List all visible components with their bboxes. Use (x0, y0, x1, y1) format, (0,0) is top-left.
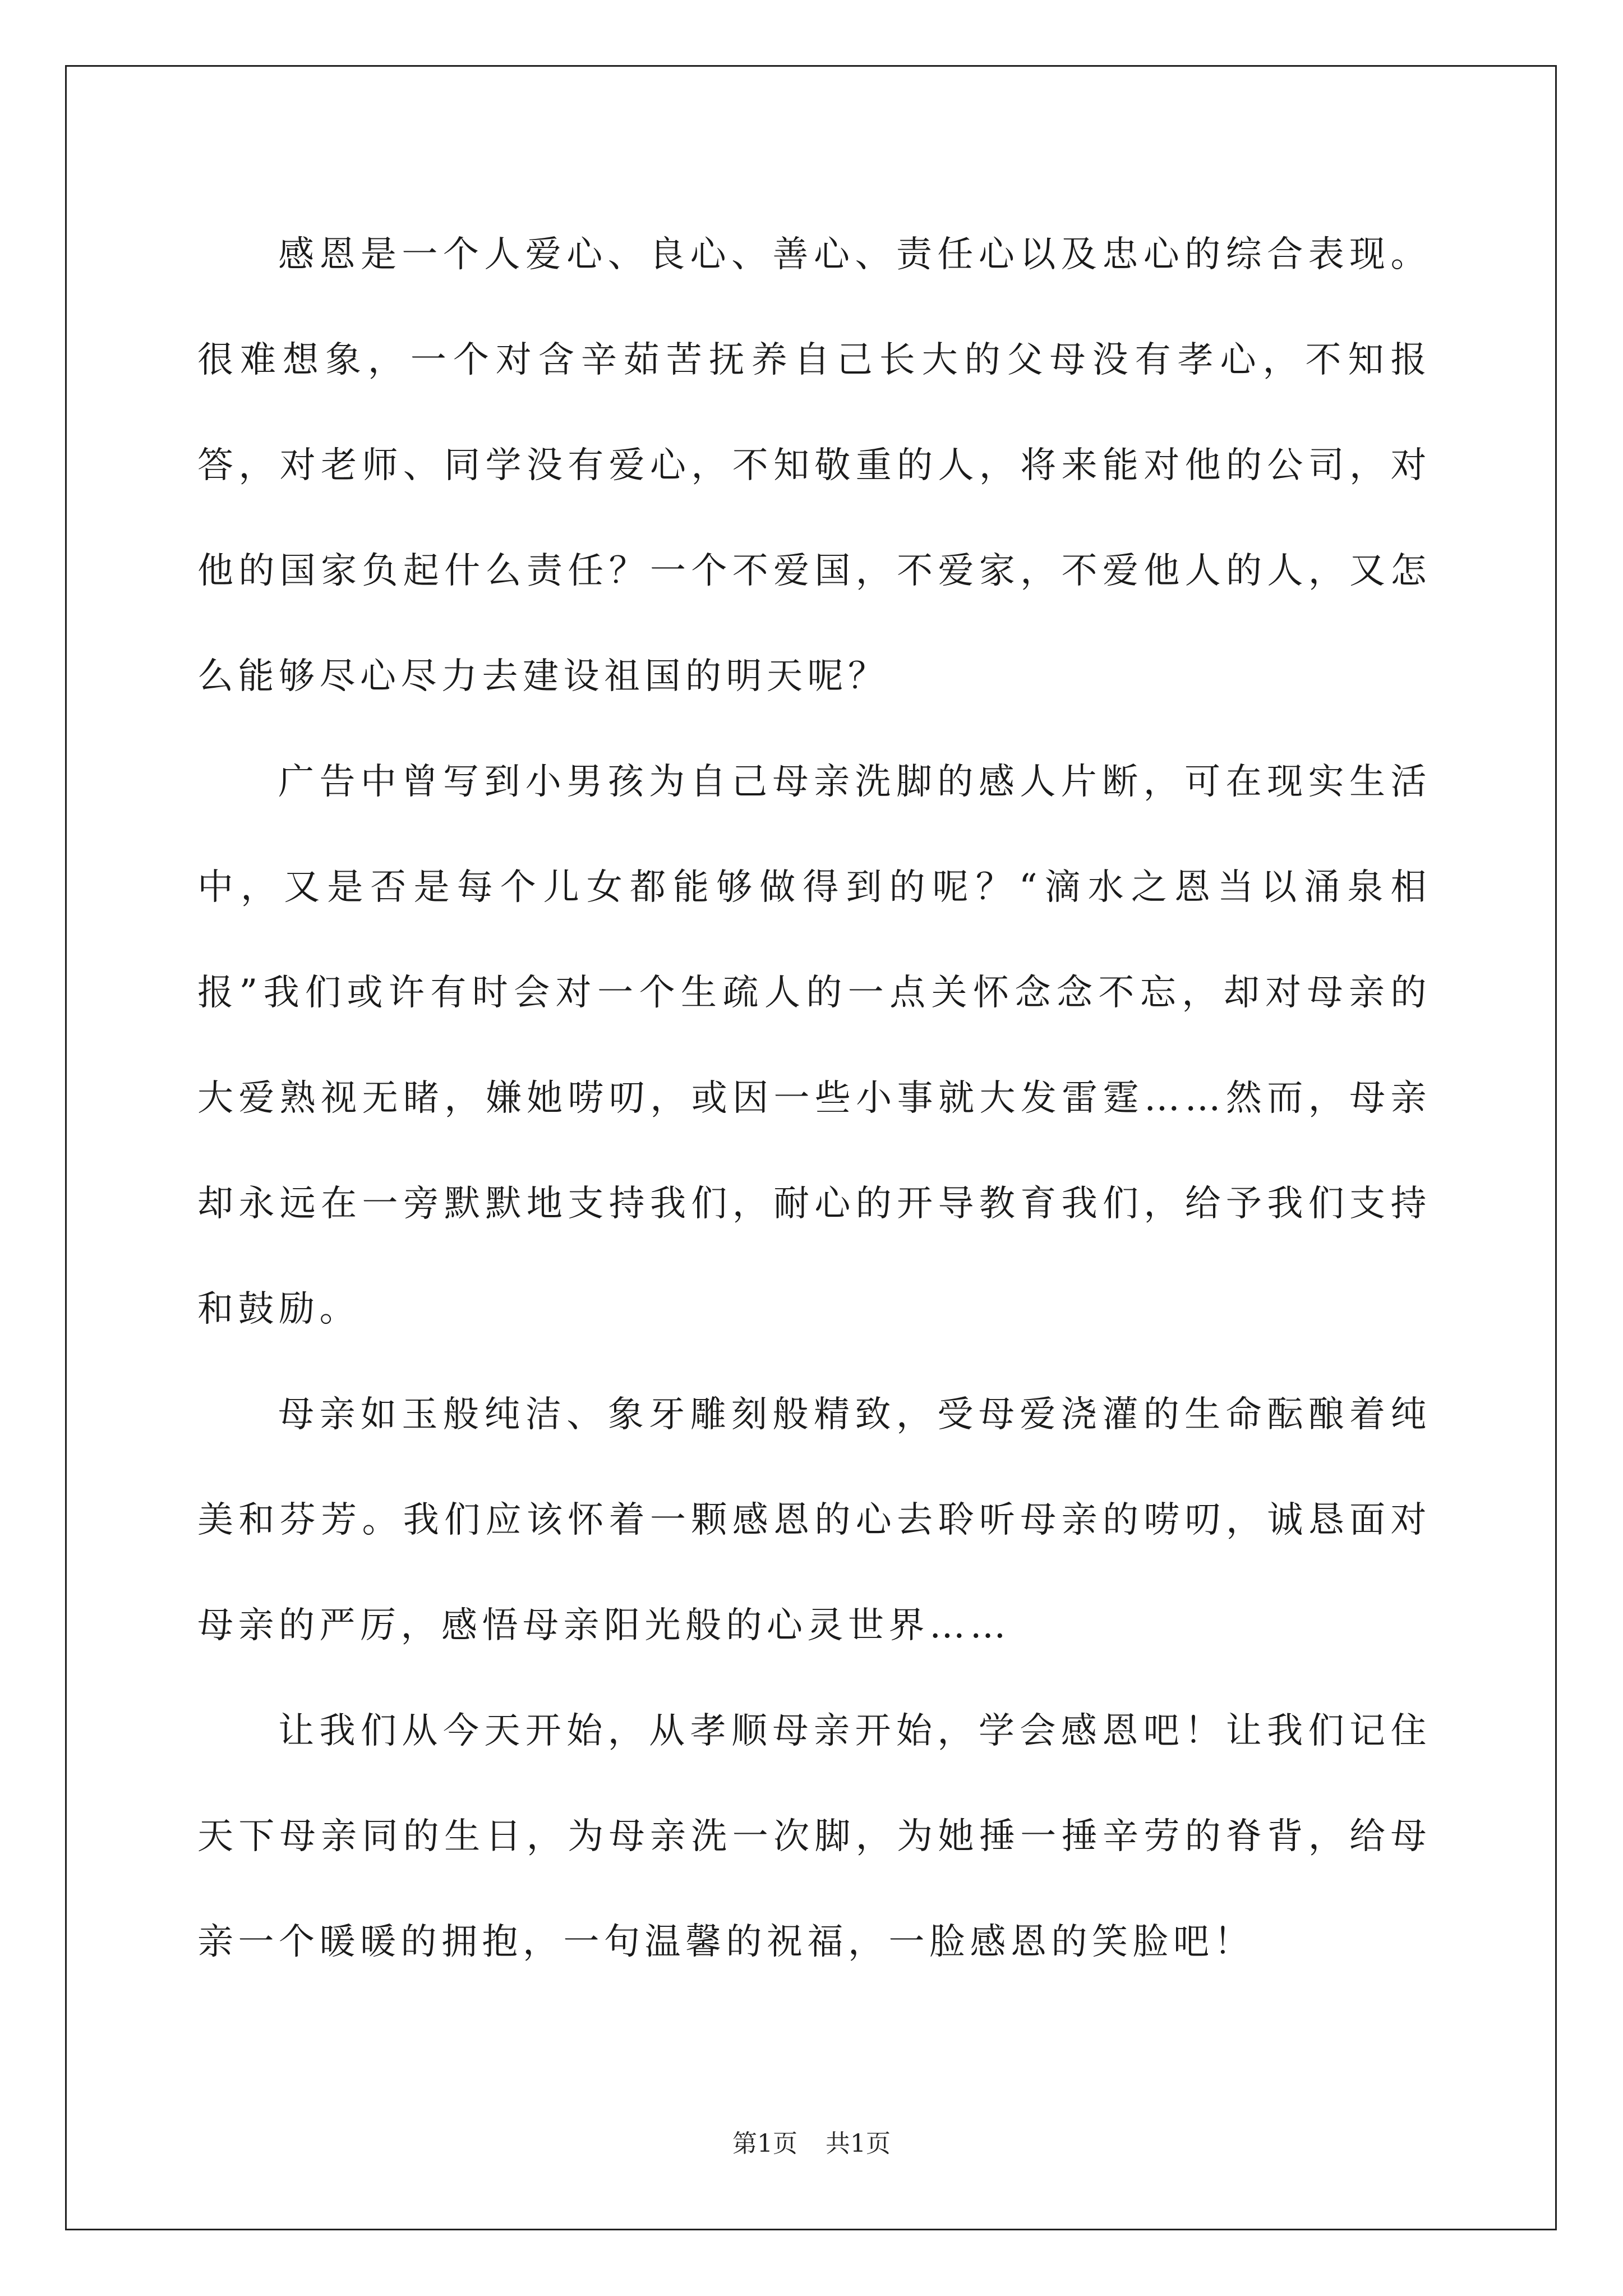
paragraph-3: 母亲如玉般纯洁、象牙雕刻般精致，受母爱浇灌的生命酝酿着纯美和芬芳。我们应该怀着一颗感恩的心去聆听母亲的唠叨，诚恳面对母亲的严厉，感悟母亲阳光般的心灵世界…… (197, 1394, 1431, 1646)
paragraph-1: 感恩是一个人爱心、良心、善心、责任心以及忠心的综合表现。很难想象，一个对含辛茹苦抚养自己长大的父母没有孝心，不知报答，对老师、同学没有爱心，不知敬重的人，将来能对他的公司，对他的国家负起什么责任？一个不爱国，不爱家，不爱他人的人，又怎么能够尽心尽力去建设祖国的明天呢？ (197, 234, 1431, 697)
paragraph-4: 让我们从今天开始，从孝顺母亲开始，学会感恩吧！让我们记住天下母亲同的生日，为母亲洗一次脚，为她捶一捶辛劳的脊背，给母亲一个暖暖的拥抱，一句温馨的祝福，一脸感恩的笑脸吧！ (197, 1710, 1431, 1963)
document-body (197, 202, 1431, 1995)
page-total: 共1页 (826, 2129, 891, 2158)
paragraph-2: 广告中曾写到小男孩为自己母亲洗脚的感人片断，可在现实生活中，又是否是每个儿女都能够做得到的呢？“滴水之恩当以涌泉相报”我们或许有时会对一个生疏人的一点关怀念念不忘，却对母亲的大爱熟视无睹，嫌她唠叨，或因一些小事就大发雷霆……然而，母亲却永远在一旁默默地支持我们，耐心的开导教育我们，给予我们支持和鼓励。 (197, 761, 1431, 1330)
page-footer (0, 2127, 1623, 2161)
page-number: 第1页 (732, 2129, 797, 2158)
